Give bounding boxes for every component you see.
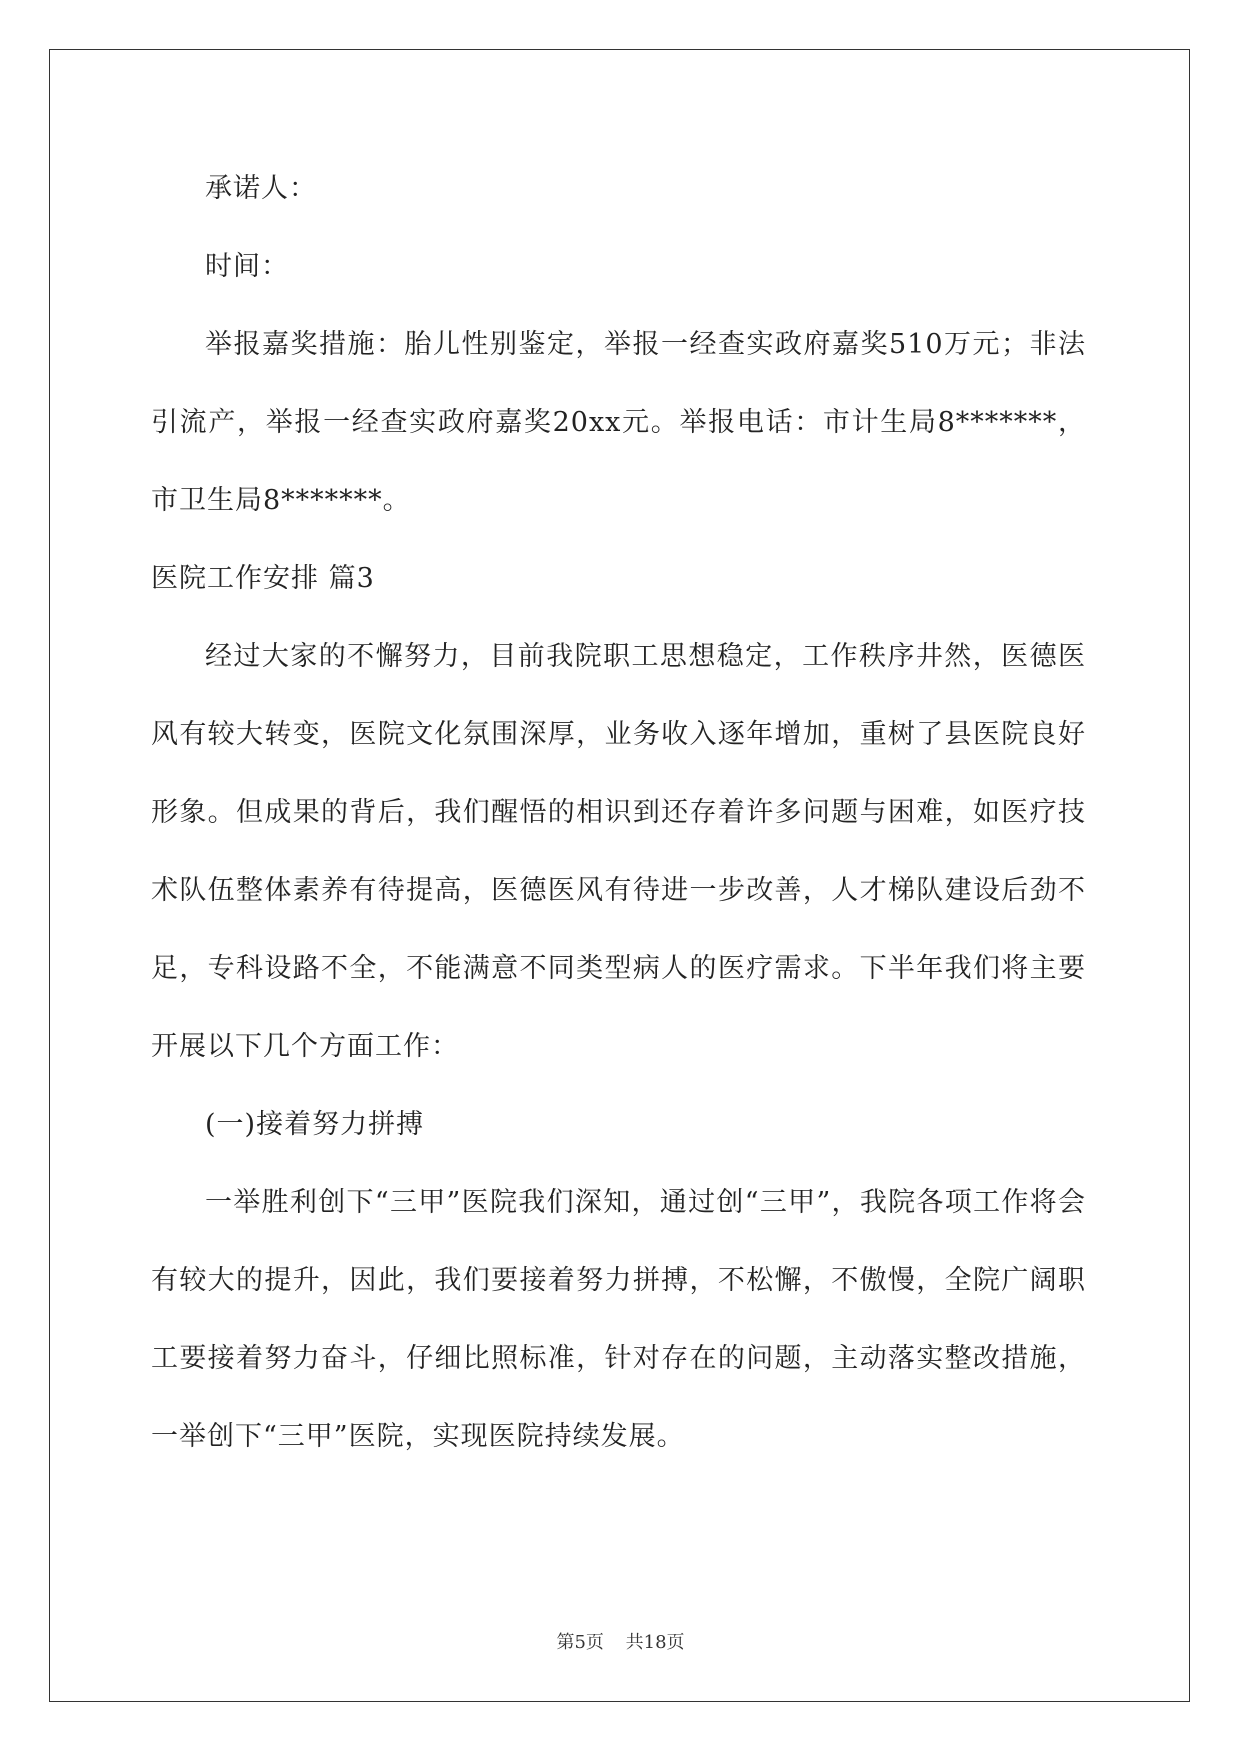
closing-paragraph: 一举胜利创下“三甲”医院我们深知，通过创“三甲”，我院各项工作将会有较大的提升，因此，我们要接着努力拼搏，不松懈，不傲慢，全院广阔职工要接着努力奋斗，仔细比照标准，针对存在的问题，主动落实整改措施，一举创下“三甲”医院，实现医院持续发展。: [151, 1187, 1086, 1452]
time-line: 时间：: [205, 251, 289, 282]
reward-paragraph: 举报嘉奖措施：胎儿性别鉴定，举报一经查实政府嘉奖510万元；非法引流产，举报一经查实政府嘉奖20xx元。举报电话：市计生局8*******，市卫生局8*******。: [151, 329, 1086, 516]
page-total: 共18页: [625, 1632, 685, 1653]
page-footer: [0, 1628, 1241, 1654]
section-heading: 医院工作安排 篇3: [151, 563, 375, 594]
pledger-line: 承诺人：: [205, 173, 317, 204]
page-number: 第5页: [556, 1632, 604, 1653]
intro-paragraph: 经过大家的不懈努力，目前我院职工思想稳定，工作秩序井然，医德医风有较大转变，医院文化氛围深厚，业务收入逐年增加，重树了县医院良好形象。但成果的背后，我们醒悟的相识到还存着许多问题与困难，如医疗技术队伍整体素养有待提高，医德医风有待进一步改善，人才梯队建设后劲不足，专科设路不全，不能满意不同类型病人的医疗需求。下半年我们将主要开展以下几个方面工作：: [151, 641, 1086, 1062]
document-body: [151, 150, 1086, 1476]
subsection-title: (一)接着努力拼搏: [205, 1109, 425, 1140]
